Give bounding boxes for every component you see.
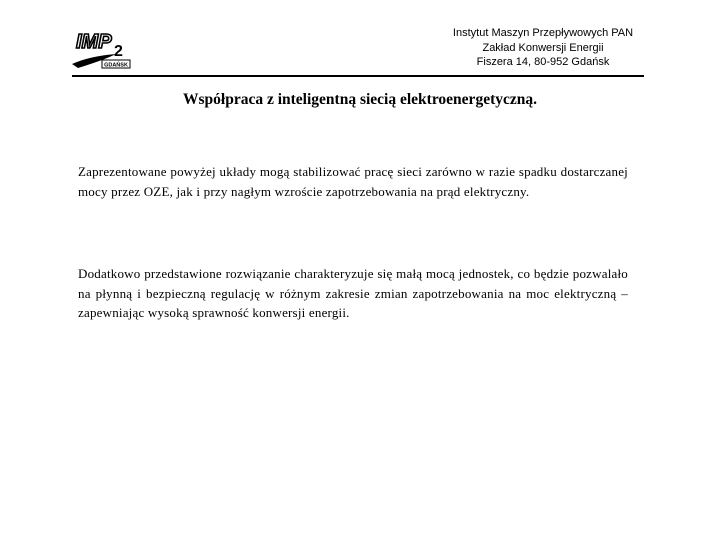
paragraph-2: Dodatkowo przedstawione rozwiązanie charakteryzuje się małą mocą jednostek, co będzie pozwalało na płynną i bezpieczną regulację w różnym zakresie zmian zapotrzebowania na moc elektryczną – zapewniając wysoką sprawność konwersji energii. xyxy=(78,266,628,320)
address-line: Fiszera 14, 80-952 Gdańsk xyxy=(476,56,610,68)
institute-address xyxy=(400,26,686,70)
imp-logo xyxy=(70,26,134,72)
logo-subtext: GDAŃSK xyxy=(104,62,128,69)
svg-text:2: 2 xyxy=(114,43,123,60)
header-divider xyxy=(72,75,644,77)
department-name: Zakład Konwersji Energii xyxy=(482,41,604,54)
page-title: Współpraca z inteligentną siecią elektroenergetyczną. xyxy=(183,91,537,108)
imp-logo-graphic xyxy=(70,26,134,72)
institute-name: Instytut Maszyn Przepływowych PAN xyxy=(452,27,634,39)
logo-letters: IMP xyxy=(76,31,112,53)
paragraph-1: Zaprezentowane powyżej układy mogą stabilizować pracę sieci zarówno w razie spadku dostarczanej mocy przez OZE, jak i przy nagłym wzroście zapotrzebowania na prąd elektryczny. xyxy=(78,164,628,199)
